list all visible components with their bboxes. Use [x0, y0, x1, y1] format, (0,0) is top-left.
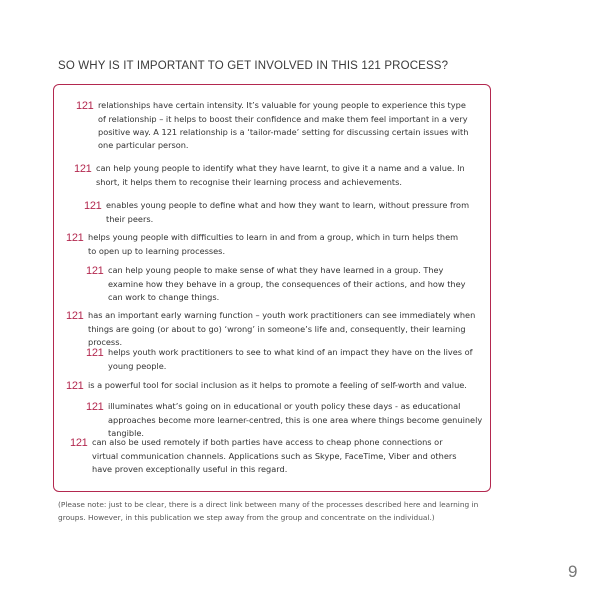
item-number: 121 — [84, 199, 102, 212]
item-text: helps young people with difficulties to learn in and from a group, which in turn helps them to open up to learning processes. — [88, 232, 459, 256]
list-item — [86, 264, 481, 304]
item-number: 121 — [66, 309, 84, 322]
item-text: relationships have certain intensity. It’s valuable for young people to experience this type of relationship – it helps to boost their confidence and make them feel important in a very positive way. A 121 relationship is a ‘tailor-made’ setting for discussing certain issues with one particular person. — [98, 100, 469, 150]
list-item — [70, 436, 470, 476]
list-item — [74, 162, 476, 189]
item-text: can also be used remotely if both parties have access to cheap phone connections or virtual communication channels. Applications such as Skype, FaceTime, Viber and others have proven exceptionally useful in this regard. — [92, 437, 457, 474]
list-item — [76, 99, 476, 152]
item-number: 121 — [86, 346, 104, 359]
item-number: 121 — [70, 436, 88, 449]
list-item — [84, 199, 478, 226]
item-number: 121 — [86, 264, 104, 277]
item-number: 121 — [66, 379, 84, 392]
list-item — [86, 400, 483, 440]
item-text: can help young people to identify what they have learnt, to give it a name and a value. In short, it helps them to recognise their learning process and achievements. — [96, 163, 465, 187]
item-text: has an important early warning function – youth work practitioners can see immediately when things are going (or about to go) ‘wrong’ in someone’s life and, consequently, their learning process. — [88, 310, 476, 347]
list-item — [66, 379, 486, 393]
page-number: 9 — [568, 562, 578, 581]
list-item — [66, 309, 486, 349]
item-text: can help young people to make sense of what they have learned in a group. They examine how they behave in a group, the consequences of their actions, and how they can work to change things. — [108, 265, 466, 302]
list-item — [66, 231, 466, 258]
item-text: helps youth work practitioners to see to what kind of an impact they have on the lives of young people. — [108, 347, 473, 371]
item-number: 121 — [74, 162, 92, 175]
footnote: (Please note: just to be clear, there is a direct link between many of the processes described here and learning in groups. However, in this publication we step away from the group and concentrate on the individual.) — [58, 500, 479, 522]
section-heading: SO WHY IS IT IMPORTANT TO GET INVOLVED IN THIS 121 PROCESS? — [58, 60, 449, 72]
item-number: 121 — [76, 99, 94, 112]
item-number: 121 — [86, 400, 104, 413]
list-item — [86, 346, 481, 373]
item-number: 121 — [66, 231, 84, 244]
item-text: illuminates what’s going on in educational or youth policy these days - as educational approaches become more learner-centred, this is one area where things become genuinely tangible. — [108, 401, 483, 438]
item-text: is a powerful tool for social inclusion as it helps to promote a feeling of self-worth and value. — [88, 380, 467, 390]
item-text: enables young people to define what and how they want to learn, without pressure from their peers. — [106, 200, 470, 224]
